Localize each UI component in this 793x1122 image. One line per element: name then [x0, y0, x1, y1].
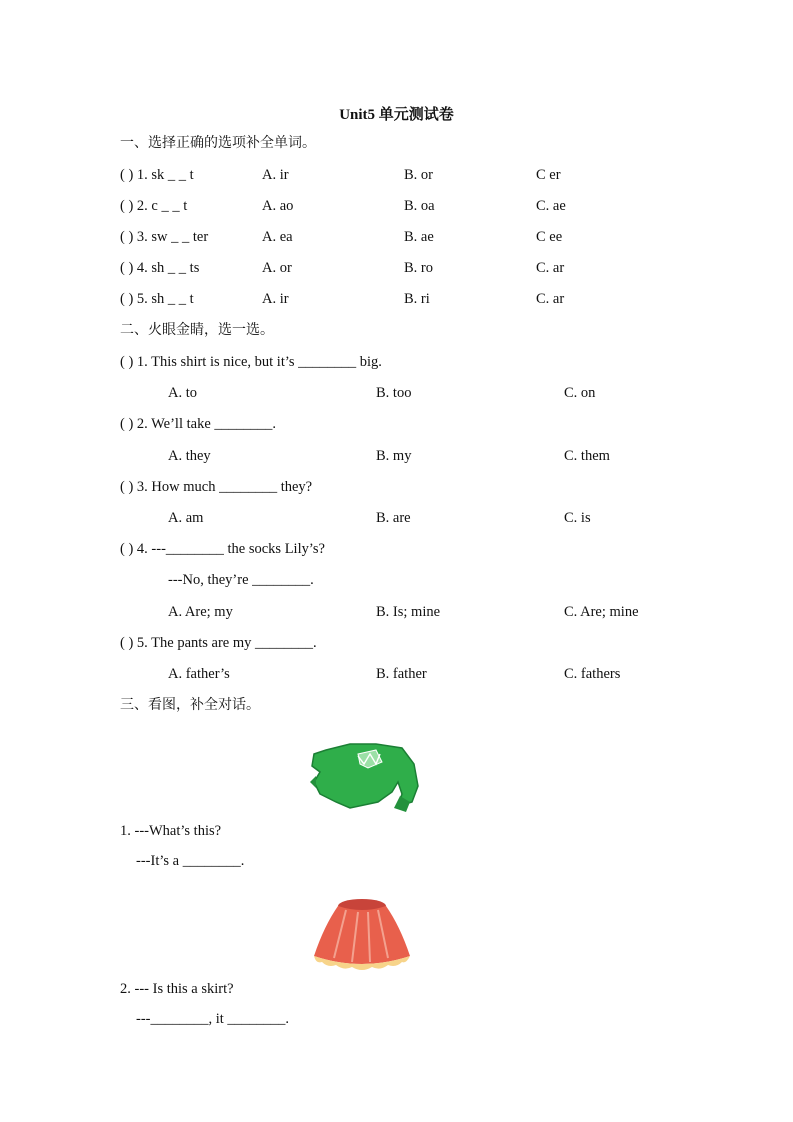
- question-stem: ( ) 2. c _ _ t: [120, 198, 188, 214]
- section3-heading: 三、看图，补全对话。: [120, 697, 260, 713]
- question-stem: ( ) 4. sh _ _ ts: [120, 260, 200, 276]
- question-stem-reply: ---No, they’re ________.: [168, 572, 314, 588]
- option-b: B. my: [376, 448, 412, 464]
- option-a: A. ao: [262, 198, 294, 214]
- page-title: Unit5 单元测试卷: [339, 107, 454, 123]
- option-a: A. father’s: [168, 666, 230, 682]
- option-c: C. Are; mine: [564, 604, 639, 620]
- question-stem: ( ) 3. sw _ _ ter: [120, 229, 209, 245]
- dialogue-line: 2. --- Is this a skirt?: [120, 981, 234, 997]
- option-b: B. father: [376, 666, 427, 682]
- option-c: C ee: [536, 229, 563, 245]
- option-c: C. ar: [536, 260, 565, 276]
- option-a: A. am: [168, 510, 204, 526]
- option-a: A. ir: [262, 167, 289, 183]
- question-stem: ( ) 1. This shirt is nice, but it’s ________ big.: [120, 354, 382, 370]
- question-stem: ( ) 1. sk _ _ t: [120, 167, 194, 183]
- skirt-image: [306, 896, 418, 976]
- option-b: B. are: [376, 510, 411, 526]
- option-b: B. oa: [404, 198, 435, 214]
- option-a: A. ea: [262, 229, 293, 245]
- option-c: C. ae: [536, 198, 566, 214]
- option-b: B. ri: [404, 291, 430, 307]
- question-stem: ( ) 2. We’ll take ________.: [120, 416, 277, 432]
- option-b: B. ro: [404, 260, 433, 276]
- option-b: B. ae: [404, 229, 434, 245]
- option-a: A. or: [262, 260, 292, 276]
- option-c: C. fathers: [564, 666, 621, 682]
- sweater-image: [306, 742, 422, 816]
- dialogue-line: ---________, it ________.: [136, 1011, 290, 1027]
- option-c: C. on: [564, 385, 596, 401]
- dialogue-line: ---It’s a ________.: [136, 853, 245, 869]
- option-c: C er: [536, 167, 561, 183]
- question-stem: ( ) 5. sh _ _ t: [120, 291, 194, 307]
- option-a: A. to: [168, 385, 197, 401]
- option-a: A. Are; my: [168, 604, 233, 620]
- option-c: C. ar: [536, 291, 565, 307]
- question-stem: ( ) 5. The pants are my ________.: [120, 635, 317, 651]
- option-b: B. too: [376, 385, 412, 401]
- question-stem: ( ) 3. How much ________ they?: [120, 479, 313, 495]
- option-a: A. ir: [262, 291, 289, 307]
- section1-heading: 一、选择正确的选项补全单词。: [120, 135, 316, 151]
- option-a: A. they: [168, 448, 211, 464]
- option-b: B. or: [404, 167, 433, 183]
- option-c: C. is: [564, 510, 591, 526]
- question-stem: ( ) 4. ---________ the socks Lily’s?: [120, 541, 325, 557]
- option-c: C. them: [564, 448, 610, 464]
- dialogue-line: 1. ---What’s this?: [120, 823, 222, 839]
- option-b: B. Is; mine: [376, 604, 441, 620]
- section2-heading: 二、火眼金睛，选一选。: [120, 322, 274, 338]
